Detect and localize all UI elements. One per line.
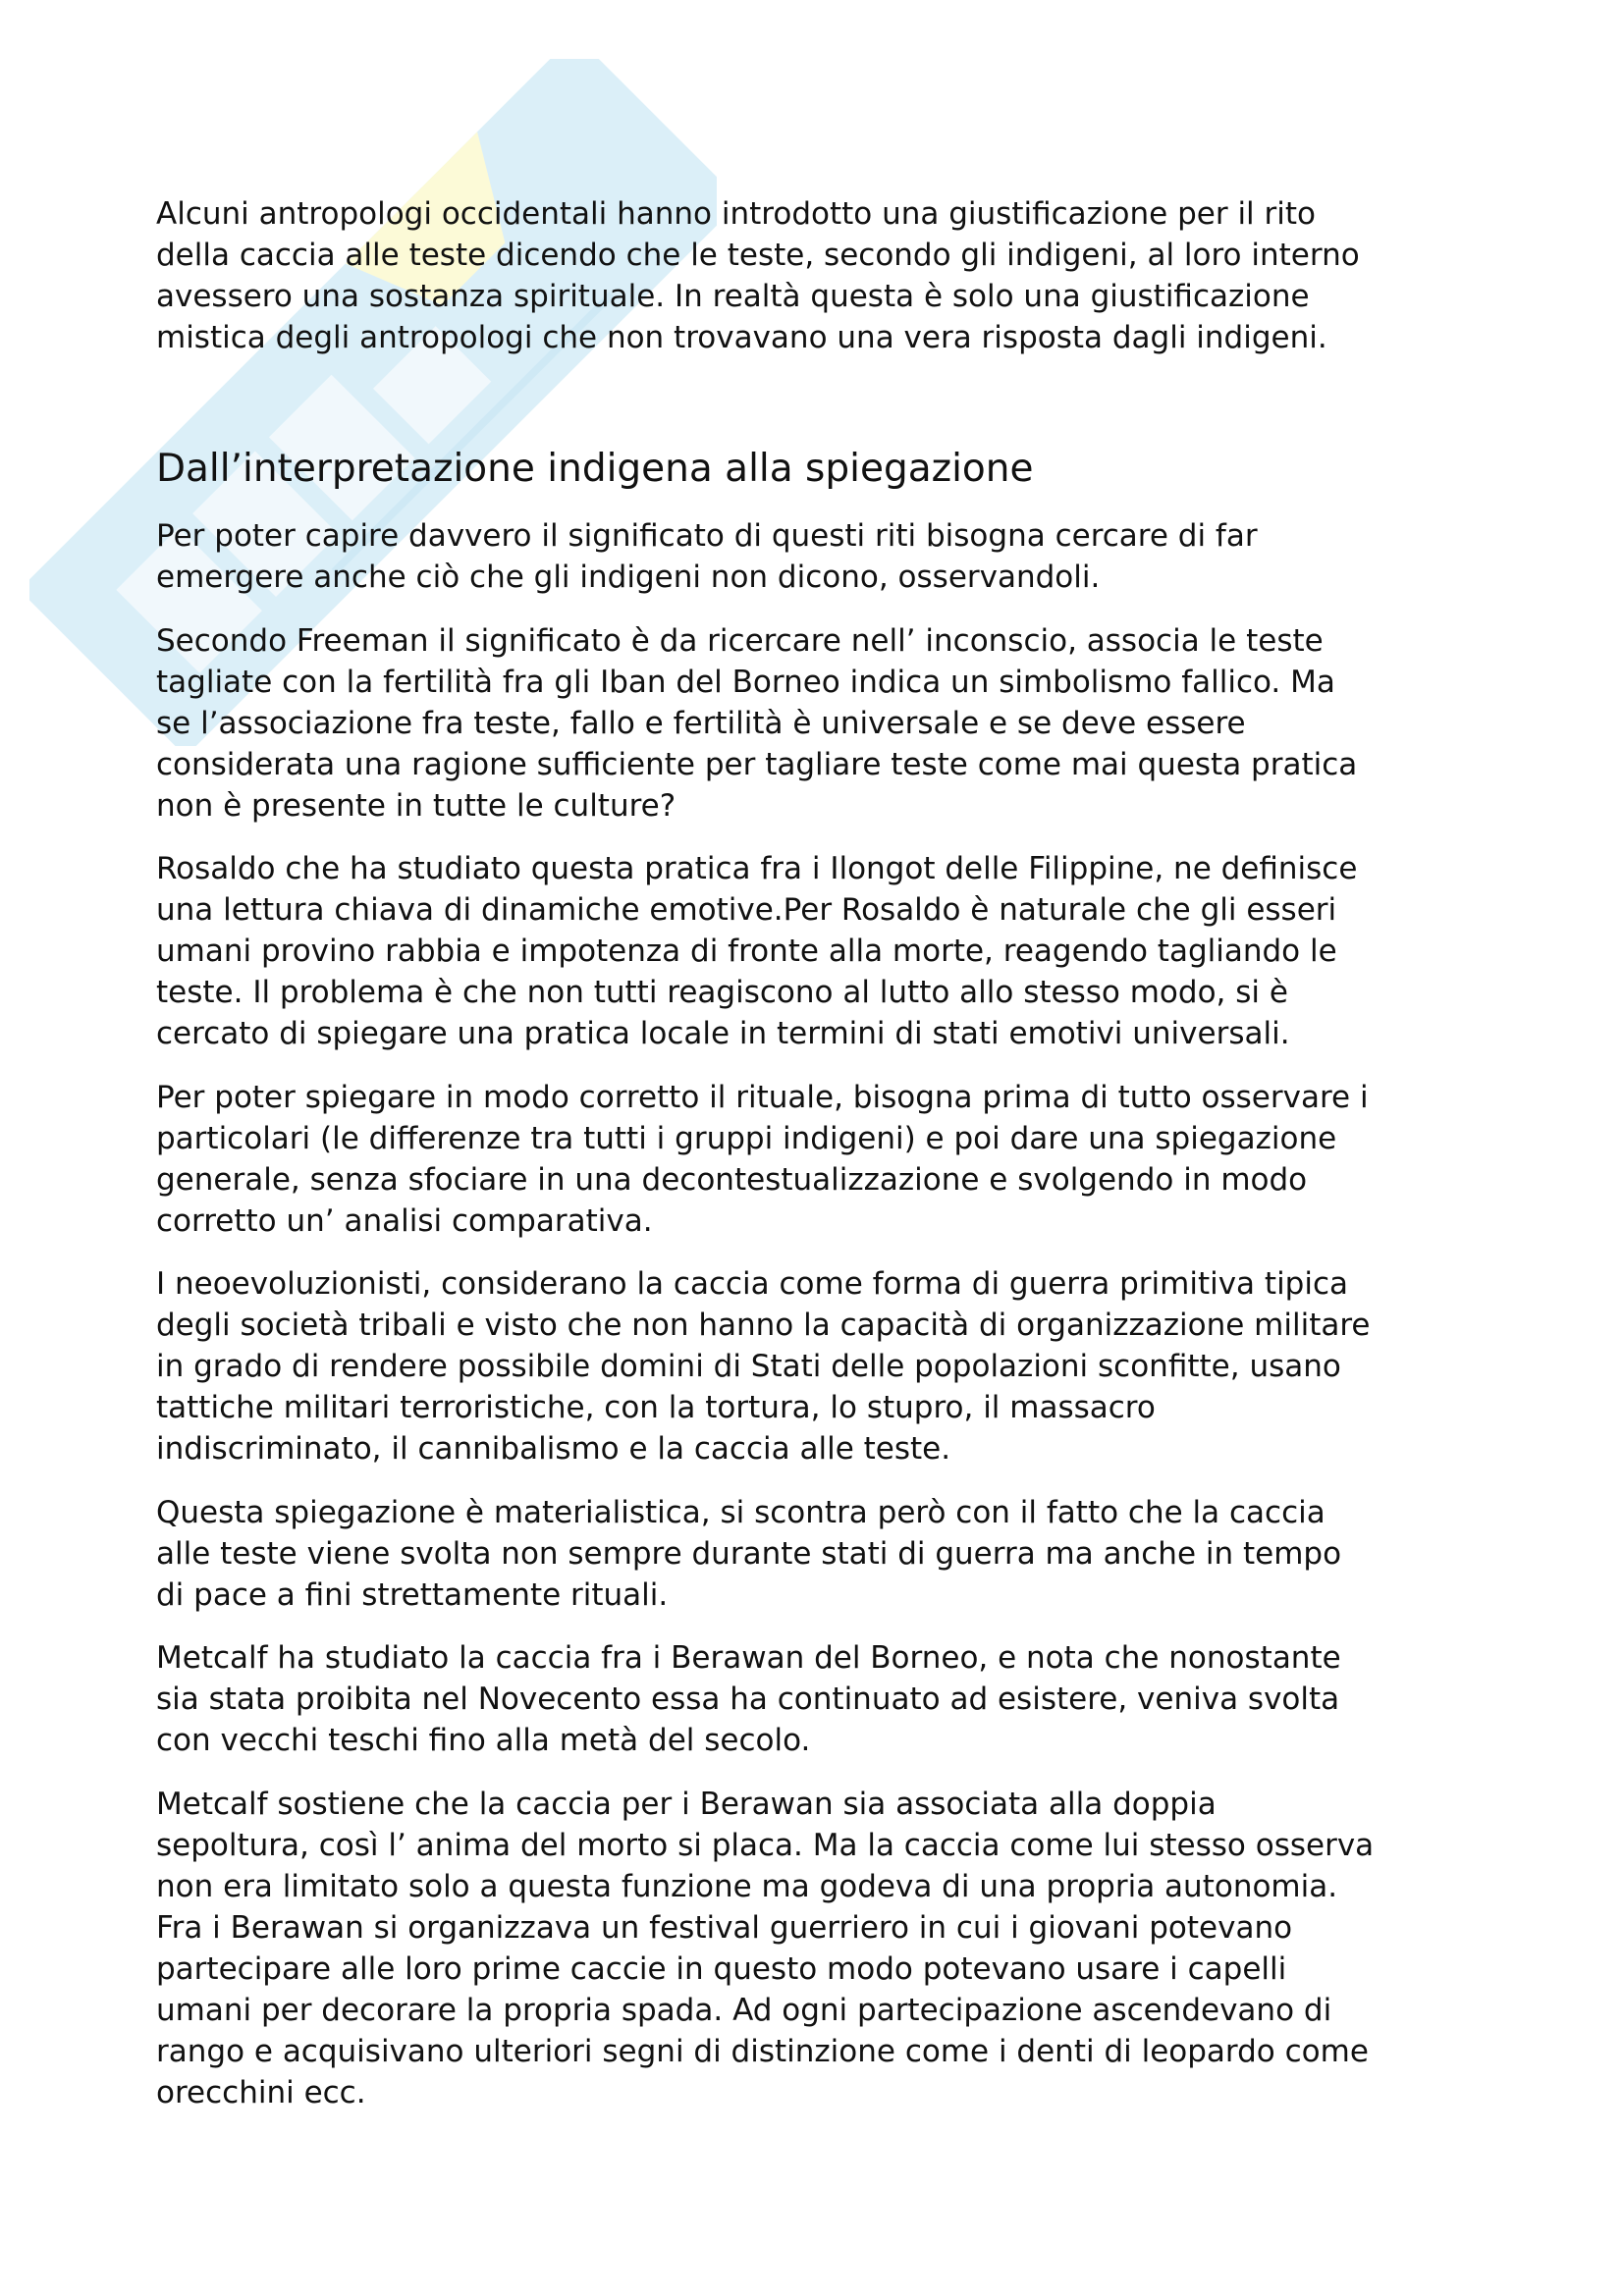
paragraph: [156, 620, 1374, 827]
text-line: in grado di rendere possibile domini di Stati delle popolazioni sconfitte, usano: [156, 1349, 1341, 1384]
text-line: Questa spiegazione è materialistica, si scontra però con il fatto che la caccia: [156, 1494, 1325, 1530]
text-line: alle teste viene svolta non sempre durante stati di guerra ma anche in tempo: [156, 1535, 1342, 1572]
text-line: Per poter capire davvero il significato di questi riti bisogna cercare di far: [156, 518, 1258, 554]
text-line: con vecchi teschi fino alla metà del secolo.: [156, 1723, 811, 1758]
text-line: I neoevoluzionisti, considerano la caccia come forma di guerra primitiva tipica: [156, 1266, 1349, 1302]
paragraph: [156, 515, 1374, 598]
text-line: Fra i Berawan si organizzava un festival guerriero in cui i giovani potevano: [156, 1909, 1293, 1946]
text-line: corretto un’ analisi comparativa.: [156, 1202, 653, 1239]
text-line: se l’associazione fra teste, fallo e fertilità è universale e se deve essere: [156, 705, 1246, 741]
text-line: umani per decorare la propria spada. Ad ogni partecipazione ascendevano di: [156, 1992, 1332, 2028]
text-line: cercato di spiegare una pratica locale in termini di stati emotivi universali.: [156, 1016, 1290, 1051]
text-line: umani provino rabbia e impotenza di fronte alla morte, reagendo tagliando le: [156, 934, 1337, 969]
paragraph: [156, 1263, 1374, 1469]
section-heading: Dall’interpretazione indigena alla spiegazione: [156, 447, 1034, 491]
paragraph: [156, 1492, 1374, 1616]
text-line: una lettura chiava di dinamiche emotive.Per Rosaldo è naturale che gli esseri: [156, 892, 1337, 928]
text-line: non era limitato solo a questa funzione ma godeva di una propria autonomia.: [156, 1868, 1338, 1904]
text-line: Rosaldo che ha studiato questa pratica fra i Ilongot delle Filippine, ne definisce: [156, 851, 1358, 886]
text-line: Alcuni antropologi occidentali hanno introdotto una giustificazione per il rito: [156, 196, 1316, 232]
text-line: di pace a fini strettamente rituali.: [156, 1576, 669, 1613]
text-line: rango e acquisivano ulteriori segni di distinzione come i denti di leopardo come: [156, 2033, 1369, 2069]
text-line: teste. Il problema è che non tutti reagiscono al lutto allo stesso modo, si è: [156, 975, 1288, 1010]
text-line: Metcalf ha studiato la caccia fra i Berawan del Borneo, e nota che nonostante: [156, 1640, 1341, 1676]
text-line: Secondo Freeman il significato è da ricercare nell’ inconscio, associa le teste: [156, 622, 1324, 659]
text-line: degli società tribali e visto che non hanno la capacità di organizzazione militare: [156, 1308, 1371, 1343]
paragraph: [156, 848, 1374, 1054]
text-line: della caccia alle teste dicendo che le teste, secondo gli indigeni, al loro interno: [156, 238, 1360, 273]
text-line: tagliate con la fertilità fra gli Iban del Borneo indica un simbolismo fallico. Ma: [156, 664, 1335, 700]
text-line: particolari (le differenze tra tutti i gruppi indigeni) e poi dare una spiegazione: [156, 1120, 1337, 1156]
text-line: emergere anche ciò che gli indigeni non dicono, osservandoli.: [156, 560, 1101, 595]
paragraph: [156, 1637, 1374, 1761]
text-line: generale, senza sfociare in una decontestualizzazione e svolgendo in modo: [156, 1161, 1308, 1198]
text-line: Metcalf sostiene che la caccia per i Berawan sia associata alla doppia: [156, 1786, 1217, 1822]
text-line: sia stata proibita nel Novecento essa ha continuato ad esistere, veniva svolta: [156, 1682, 1340, 1717]
body-paragraphs: [156, 515, 1374, 2135]
paragraph: [156, 1784, 1374, 2113]
text-line: non è presente in tutte le culture?: [156, 787, 676, 824]
text-line: avessero una sostanza spirituale. In realtà questa è solo una giustificazione: [156, 279, 1310, 314]
text-line: tattiche militari terroristiche, con la tortura, lo stupro, il massacro: [156, 1390, 1156, 1425]
text-line: mistica degli antropologi che non trovavano una vera risposta dagli indigeni.: [156, 320, 1327, 355]
text-line: orecchini ecc.: [156, 2074, 366, 2110]
text-line: Per poter spiegare in modo corretto il rituale, bisogna prima di tutto osservare i: [156, 1079, 1369, 1115]
text-line: indiscriminato, il cannibalismo e la caccia alle teste.: [156, 1431, 951, 1467]
text-line: partecipare alle loro prime caccie in questo modo potevano usare i capelli: [156, 1950, 1287, 1987]
text-line: considerata una ragione sufficiente per tagliare teste come mai questa pratica: [156, 746, 1358, 782]
intro-paragraph: [156, 193, 1531, 358]
paragraph: [156, 1077, 1374, 1242]
text-line: sepoltura, così l’ anima del morto si placa. Ma la caccia come lui stesso osserva: [156, 1827, 1375, 1863]
